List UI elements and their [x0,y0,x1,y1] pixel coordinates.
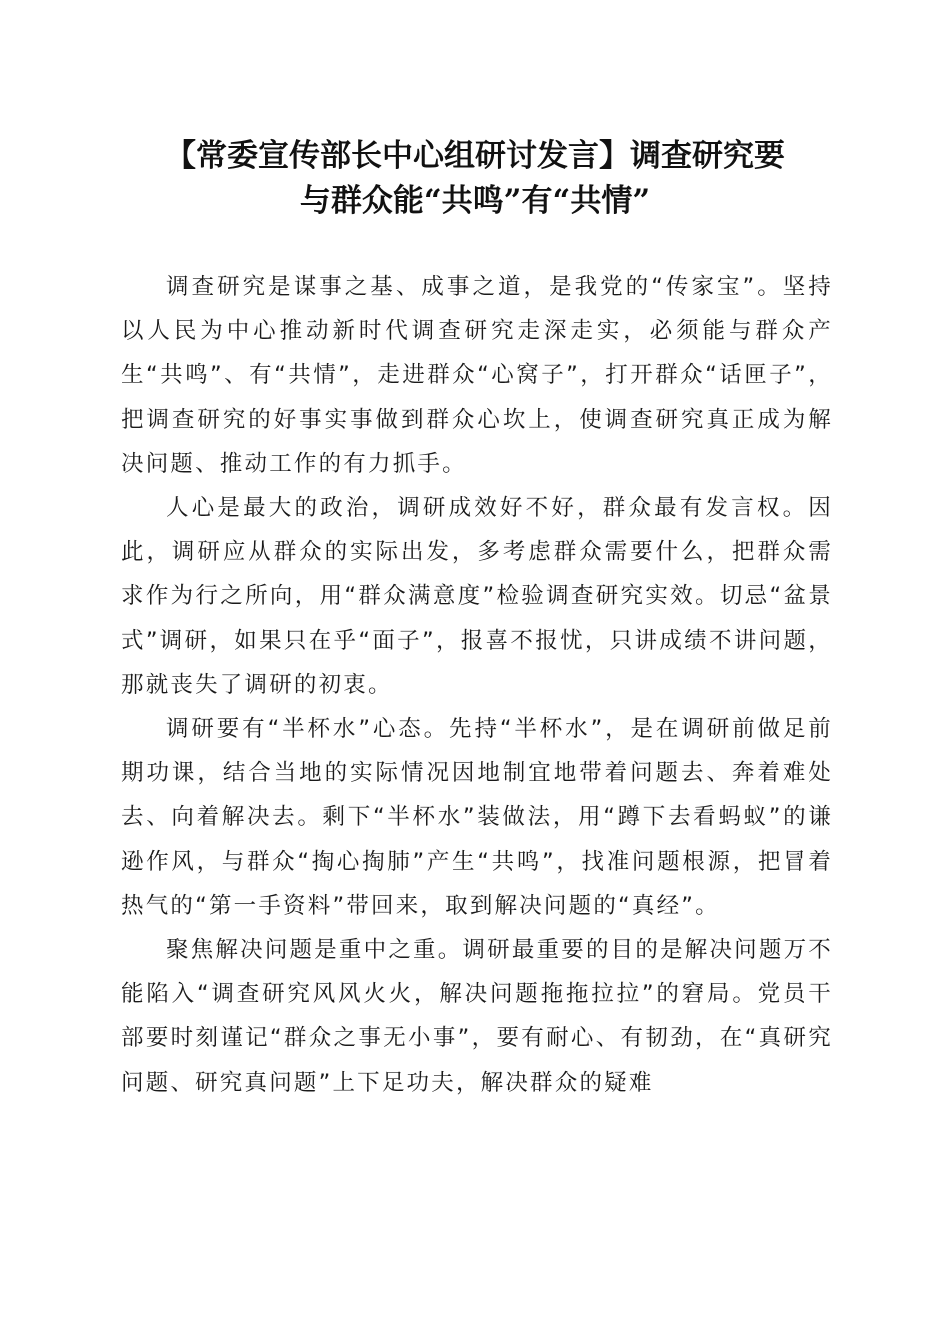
title-line-2: 与群众能“共鸣”有“共情” [299,183,651,219]
document-title [100,134,850,224]
paragraph-2: 人心是最大的政治，调研成效好不好，群众最有发言权。因此，调研应从群众的实际出发，多考虑群众需要什么，把群众需求作为行之所向，用“群众满意度”检验调查研究实效。切忌“盆景式”调研，如果只在乎“面子”，报喜不报忧，只讲成绩不讲问题，那就丧失了调研的初衷。 [121,495,833,698]
paragraph-3: 调研要有“半杯水”心态。先持“半杯水”，是在调研前做足前期功课，结合当地的实际情况因地制宜地带着问题去、奔着难处去、向着解决去。剩下“半杯水”装做法，用“蹲下去看蚂蚁”的谦逊作风，与群众“掏心掏肺”产生“共鸣”，找准问题根源，把冒着热气的“第一手资料”带回来，取到解决问题的“真经”。 [121,716,833,919]
title-line-1: 【常委宣传部长中心组研讨发言】调查研究要 [165,138,785,174]
paragraph-4: 聚焦解决问题是重中之重。调研最重要的目的是解决问题万不能陷入“调查研究风风火火，解决问题拖拖拉拉”的窘局。党员干部要时刻谨记“群众之事无小事”，要有耐心、有韧劲，在“真研究问题、研究真问题”上下足功夫，解决群众的疑难 [121,937,833,1096]
document-body [121,265,833,1105]
paragraph-1: 调查研究是谋事之基、成事之道，是我党的“传家宝”。坚持以人民为中心推动新时代调查研究走深走实，必须能与群众产生“共鸣”、有“共情”，走进群众“心窝子”，打开群众“话匣子”，把调查研究的好事实事做到群众心坎上，使调查研究真正成为解决问题、推动工作的有力抓手。 [121,274,833,477]
